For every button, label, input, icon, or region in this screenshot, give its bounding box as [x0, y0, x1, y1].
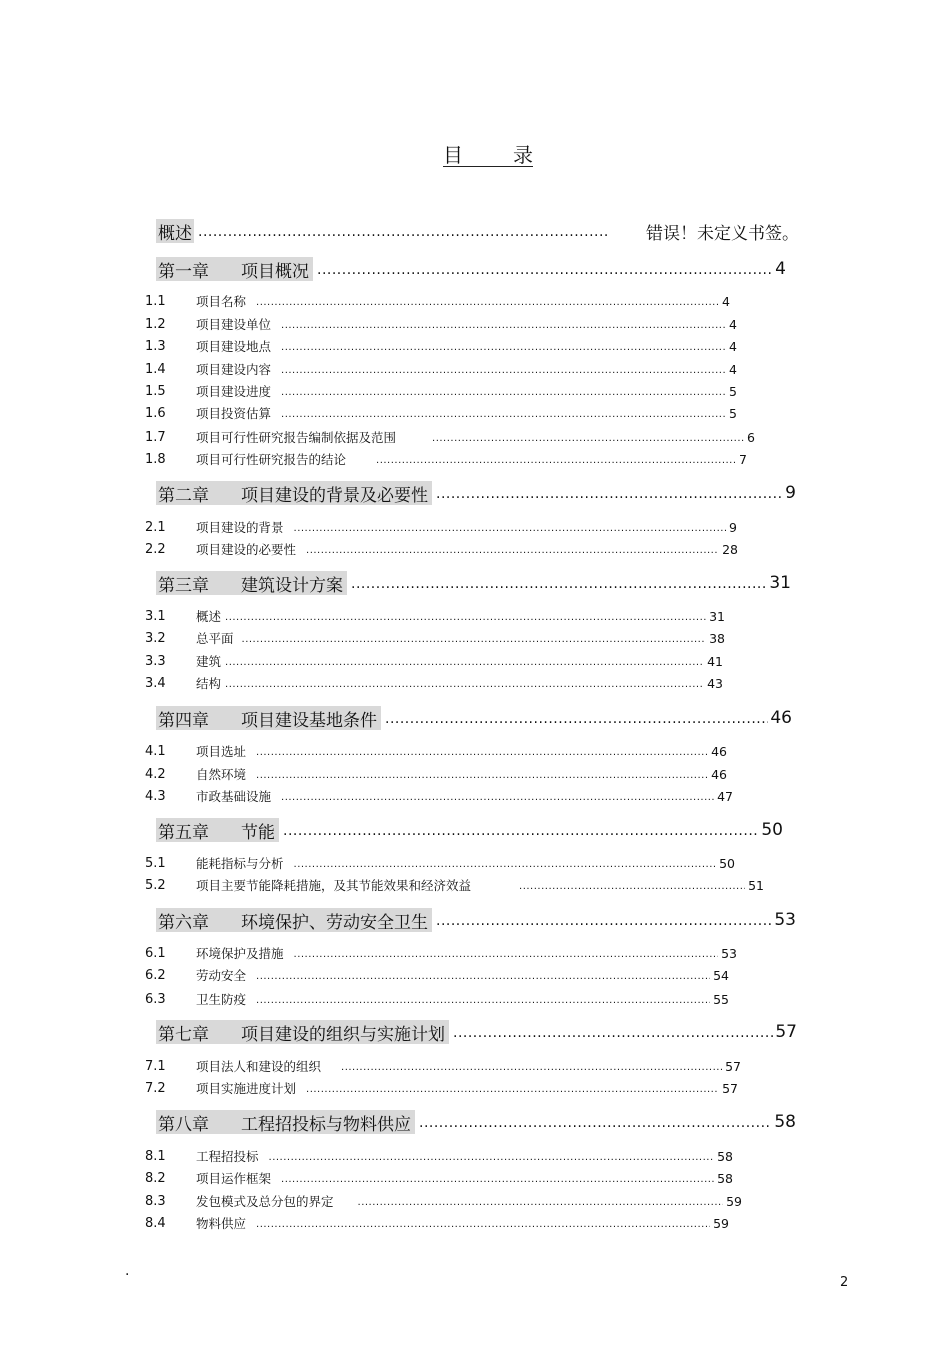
toc-section[interactable] [145, 606, 725, 626]
section-page: 58 [717, 1148, 733, 1164]
section-page: 5 [729, 383, 737, 399]
section-title: 建筑 [196, 654, 222, 669]
chapter-number: 第五章 [158, 822, 209, 843]
toc-section[interactable] [145, 1168, 733, 1188]
toc-chapter[interactable] [156, 480, 796, 506]
leader-dots [376, 455, 736, 469]
leader-dots [294, 523, 727, 537]
section-title: 结构 [196, 676, 222, 691]
section-number: 3.2 [145, 630, 166, 646]
chapter-title: 项目建设的背景及必要性 [241, 485, 428, 506]
leader-dots [256, 747, 708, 761]
chapter-page: 31 [769, 573, 791, 593]
leader-dots [225, 612, 706, 626]
leader-dots [256, 971, 710, 985]
overview-label: 概述 [158, 223, 192, 244]
section-title: 项目建设进度 [196, 384, 272, 399]
section-number: 1.5 [145, 383, 166, 399]
section-number: 6.1 [145, 945, 166, 961]
leader-dots [281, 1174, 714, 1188]
section-title: 项目建设的背景 [196, 520, 284, 535]
toc-section[interactable] [145, 539, 738, 559]
section-page: 53 [721, 945, 737, 961]
section-number: 3.3 [145, 653, 166, 669]
section-page: 4 [729, 361, 737, 377]
leader-dots [341, 1062, 722, 1076]
leader-dots [306, 545, 719, 559]
section-title: 工程招投标 [196, 1149, 259, 1164]
section-title: 项目实施进度计划 [196, 1081, 297, 1096]
toc-section[interactable] [145, 427, 755, 447]
leader-dots [436, 486, 783, 506]
section-title: 项目建设单位 [196, 317, 272, 332]
section-page: 47 [717, 788, 733, 804]
toc-section[interactable] [145, 403, 737, 423]
leader-dots [281, 409, 726, 423]
section-page: 57 [725, 1058, 741, 1074]
section-number: 1.4 [145, 361, 166, 377]
leader-dots [436, 913, 772, 933]
section-number: 8.2 [145, 1170, 166, 1186]
section-title: 项目可行性研究报告编制依据及范围 [196, 430, 397, 445]
section-title: 自然环境 [196, 767, 247, 782]
toc-section[interactable] [145, 875, 764, 895]
section-page: 38 [709, 630, 725, 646]
section-title: 发包模式及总分包的界定 [196, 1194, 334, 1209]
leader-dots [385, 711, 768, 731]
section-page: 6 [747, 429, 755, 445]
section-number: 2.2 [145, 541, 166, 557]
chapter-title: 建筑设计方案 [241, 575, 343, 596]
section-title: 项目建设地点 [196, 339, 272, 354]
toc-section[interactable] [145, 517, 737, 537]
chapter-title: 项目概况 [241, 261, 309, 282]
toc-title-right: 录 [513, 142, 533, 167]
section-page: 41 [707, 653, 723, 669]
toc-section[interactable] [145, 965, 729, 985]
section-title: 项目建设的必要性 [196, 542, 297, 557]
section-title: 总平面 [196, 631, 234, 646]
leader-dots [281, 320, 726, 334]
section-number: 2.1 [145, 519, 166, 535]
section-page: 43 [707, 675, 723, 691]
leader-dots [242, 634, 707, 648]
leader-dots [306, 1084, 719, 1098]
section-title: 项目投资估算 [196, 406, 272, 421]
section-title: 卫生防疫 [196, 992, 247, 1007]
section-page: 50 [719, 855, 735, 871]
chapter-page: 57 [775, 1022, 797, 1042]
section-title: 项目可行性研究报告的结论 [196, 452, 347, 467]
section-page: 4 [722, 293, 730, 309]
section-title: 能耗指标与分析 [196, 856, 284, 871]
chapter-number: 第一章 [158, 261, 209, 282]
section-page: 9 [729, 519, 737, 535]
section-title: 项目主要节能降耗措施，及其节能效果和经济效益 [196, 878, 472, 893]
toc-section[interactable] [145, 449, 747, 469]
chapter-page: 50 [761, 820, 783, 840]
section-page: 46 [711, 743, 727, 759]
leader-dots [256, 1219, 710, 1233]
leader-dots [225, 679, 704, 693]
section-number: 3.4 [145, 675, 166, 691]
chapter-page: 46 [770, 708, 792, 728]
chapter-number: 第六章 [158, 912, 209, 933]
section-number: 8.3 [145, 1193, 166, 1209]
section-number: 5.2 [145, 877, 166, 893]
chapter-title: 工程招投标与物料供应 [241, 1114, 411, 1135]
section-number: 8.4 [145, 1215, 166, 1231]
section-number: 7.1 [145, 1058, 166, 1074]
section-page: 51 [748, 877, 764, 893]
leader-dots [281, 365, 726, 379]
section-page: 59 [726, 1193, 742, 1209]
section-page: 7 [739, 451, 747, 467]
leader-dots [198, 224, 608, 244]
chapter-title: 项目建设的组织与实施计划 [241, 1024, 445, 1045]
section-title: 项目运作框架 [196, 1171, 272, 1186]
section-page: 5 [729, 405, 737, 421]
section-number: 1.7 [145, 429, 166, 445]
toc-section[interactable] [145, 741, 727, 761]
leader-dots [358, 1197, 724, 1211]
leader-dots [294, 949, 719, 963]
section-title: 劳动安全 [196, 968, 247, 983]
section-title: 物料供应 [196, 1216, 247, 1231]
leader-dots [294, 859, 717, 873]
section-number: 8.1 [145, 1148, 166, 1164]
section-title: 市政基础设施 [196, 789, 272, 804]
section-number: 7.2 [145, 1080, 166, 1096]
section-number: 1.3 [145, 338, 166, 354]
toc-chapter[interactable] [156, 705, 792, 731]
toc-chapter[interactable] [156, 1109, 796, 1135]
leader-dots [256, 770, 708, 784]
chapter-number: 第七章 [158, 1024, 209, 1045]
toc-section[interactable] [145, 673, 723, 693]
leader-dots [283, 823, 759, 843]
section-page: 28 [722, 541, 738, 557]
chapter-title: 节能 [241, 822, 275, 843]
toc-section[interactable] [145, 989, 729, 1009]
chapter-page: 9 [785, 483, 796, 503]
leader-dots [225, 657, 704, 671]
chapter-page: 58 [774, 1112, 796, 1132]
leader-dots [519, 881, 745, 895]
toc-section[interactable] [145, 336, 737, 356]
toc-title [443, 140, 533, 167]
section-title: 环境保护及措施 [196, 946, 284, 961]
leader-dots [281, 387, 726, 401]
toc-chapter[interactable] [156, 907, 796, 933]
toc-section[interactable] [145, 764, 727, 784]
toc-section[interactable] [145, 786, 733, 806]
leader-dots [453, 1025, 773, 1045]
chapter-title: 环境保护、劳动安全卫生 [241, 912, 428, 933]
toc-section[interactable] [145, 314, 737, 334]
toc-chapter[interactable] [156, 817, 783, 843]
footer-mark: . [125, 1263, 130, 1279]
section-number: 1.8 [145, 451, 166, 467]
leader-dots [281, 342, 726, 356]
section-title: 项目选址 [196, 744, 247, 759]
chapter-title: 项目建设基地条件 [241, 710, 377, 731]
section-page: 58 [717, 1170, 733, 1186]
toc-section[interactable] [145, 291, 730, 311]
toc-chapter[interactable] [156, 1019, 797, 1045]
section-page: 4 [729, 338, 737, 354]
toc-section[interactable] [145, 943, 737, 963]
chapter-page: 53 [774, 910, 796, 930]
chapter-number: 第四章 [158, 710, 209, 731]
section-title: 项目法人和建设的组织 [196, 1059, 322, 1074]
leader-dots [419, 1115, 772, 1135]
section-page: 46 [711, 766, 727, 782]
section-title: 项目建设内容 [196, 362, 272, 377]
leader-dots [351, 576, 767, 596]
page-number: 2 [840, 1275, 849, 1290]
leader-dots [317, 262, 773, 282]
overview-page: 错误！未定义书签。 [646, 223, 799, 244]
section-page: 55 [713, 991, 729, 1007]
section-page: 4 [729, 316, 737, 332]
toc-title-left: 目 [443, 142, 463, 167]
chapter-page: 4 [775, 259, 786, 279]
chapter-number: 第八章 [158, 1114, 209, 1135]
section-number: 6.2 [145, 967, 166, 983]
section-number: 1.1 [145, 293, 166, 309]
toc-chapter[interactable] [156, 256, 786, 282]
leader-dots [281, 792, 714, 806]
section-title: 概述 [196, 609, 222, 624]
toc-section[interactable] [145, 1213, 729, 1233]
section-number: 3.1 [145, 608, 166, 624]
toc-section[interactable] [145, 1078, 738, 1098]
section-page: 57 [722, 1080, 738, 1096]
toc-section[interactable] [145, 1056, 741, 1076]
section-number: 4.3 [145, 788, 166, 804]
toc-section[interactable] [145, 1146, 733, 1166]
toc-section[interactable] [145, 381, 737, 401]
section-number: 1.6 [145, 405, 166, 421]
chapter-number: 第三章 [158, 575, 209, 596]
section-page: 59 [713, 1215, 729, 1231]
leader-dots [269, 1152, 715, 1166]
section-number: 1.2 [145, 316, 166, 332]
toc-chapter[interactable] [156, 570, 791, 596]
toc-section[interactable] [145, 853, 735, 873]
leader-dots [432, 433, 744, 447]
section-number: 6.3 [145, 991, 166, 1007]
section-number: 5.1 [145, 855, 166, 871]
section-title: 项目名称 [196, 294, 247, 309]
toc-overview[interactable] [156, 218, 806, 244]
chapter-number: 第二章 [158, 485, 209, 506]
toc-section[interactable] [145, 628, 725, 648]
section-number: 4.1 [145, 743, 166, 759]
toc-section[interactable] [145, 1191, 742, 1211]
leader-dots [256, 297, 719, 311]
leader-dots [256, 995, 710, 1009]
section-number: 4.2 [145, 766, 166, 782]
toc-section[interactable] [145, 359, 737, 379]
section-page: 31 [709, 608, 725, 624]
toc-section[interactable] [145, 651, 723, 671]
section-page: 54 [713, 967, 729, 983]
